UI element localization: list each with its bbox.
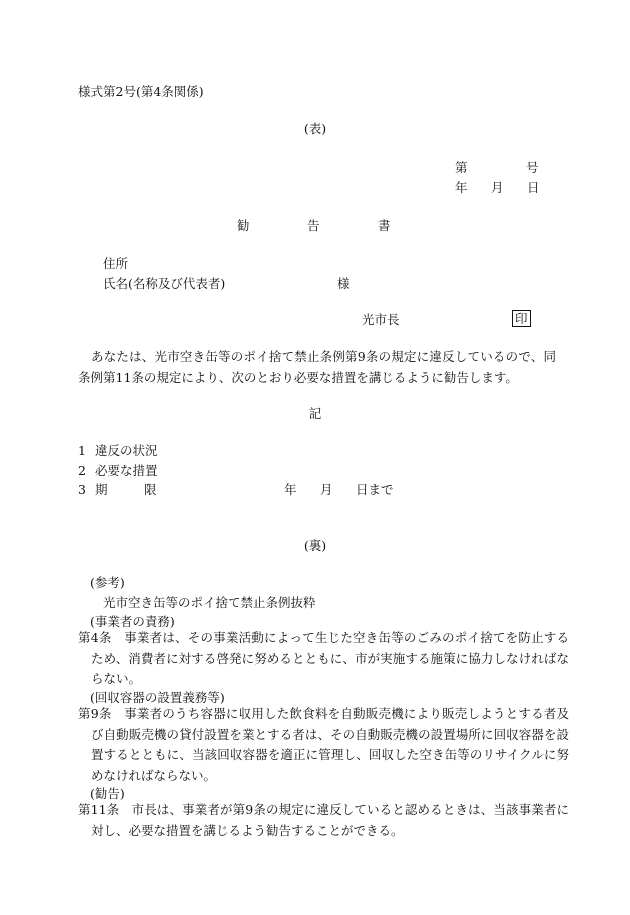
article-9 (78, 704, 569, 786)
article-11-caption: (勧告) (90, 786, 125, 801)
item-3-label-a: 期 (95, 482, 108, 497)
reference-heading: (参考) (90, 575, 125, 590)
date-month: 月 (491, 180, 504, 195)
article-11 (78, 800, 569, 841)
back-label: (裏) (303, 538, 327, 553)
article-9-caption: (回収容器の設置義務等) (90, 690, 225, 705)
address-label: 住所 (103, 256, 129, 271)
number-dai: 第 (455, 160, 468, 175)
issuer-title: 光市長 (362, 312, 400, 327)
title-char-1: 勧 (237, 218, 250, 233)
form-id: 様式第2号(第4条関係) (78, 84, 204, 99)
article-4-text: 事業者は、その事業活動によって生じた空き缶等のごみのポイ捨てを防止するため、消費者に対する啓発に努めるとともに、市が実施する施策に協力しなければならない。 (91, 630, 570, 686)
honorific: 様 (337, 276, 350, 291)
item-3-month: 月 (320, 482, 333, 497)
article-9-text: 事業者のうち容器に収用した飲食料を自動販売機により販売しようとする者及び自動販売機の貸付設置を業とする者は、その自動販売機の設置場所に回収容器を設置するとともに、当該回収容器を適正に管理し、回収した空き缶等のリサイクルに努めなければならない。 (91, 706, 570, 783)
title-char-2: 告 (307, 218, 320, 233)
article-4 (78, 628, 569, 690)
item-3-label-b: 限 (144, 482, 157, 497)
item-2-label: 必要な措置 (95, 463, 158, 478)
name-label: 氏名(名称及び代表者) (103, 276, 226, 291)
ki-label: 記 (308, 406, 322, 421)
article-4-number: 第4条 (78, 630, 112, 645)
article-9-number: 第9条 (78, 706, 112, 721)
article-4-caption: (事業者の責務) (90, 614, 175, 629)
date-year: 年 (455, 180, 468, 195)
item-3-day-until: 日まで (356, 482, 394, 497)
item-1-label: 違反の状況 (95, 443, 158, 458)
ordinance-title: 光市空き缶等のポイ捨て禁止条例抜粋 (103, 595, 316, 610)
item-3-num: 3 (78, 482, 86, 497)
item-1-num: 1 (78, 443, 86, 458)
number-go: 号 (526, 160, 539, 175)
article-11-number: 第11条 (78, 802, 120, 817)
date-day: 日 (527, 180, 540, 195)
item-3-year: 年 (284, 482, 297, 497)
front-label: (表) (303, 121, 327, 136)
seal-mark (512, 310, 531, 327)
article-11-text: 市長は、事業者が第9条の規定に違反していると認めるときは、当該事業者に対し、必要な措置を講じるよう勧告することができる。 (91, 802, 569, 838)
item-2-num: 2 (78, 463, 86, 478)
title-char-3: 書 (378, 218, 391, 233)
seal-text: 印 (512, 310, 531, 327)
body-text: あなたは、光市空き缶等のポイ捨て禁止条例第9条の規定に違反しているので、同条例第11条の規定により、次のとおり必要な措置を講じるように勧告します。 (78, 349, 556, 385)
